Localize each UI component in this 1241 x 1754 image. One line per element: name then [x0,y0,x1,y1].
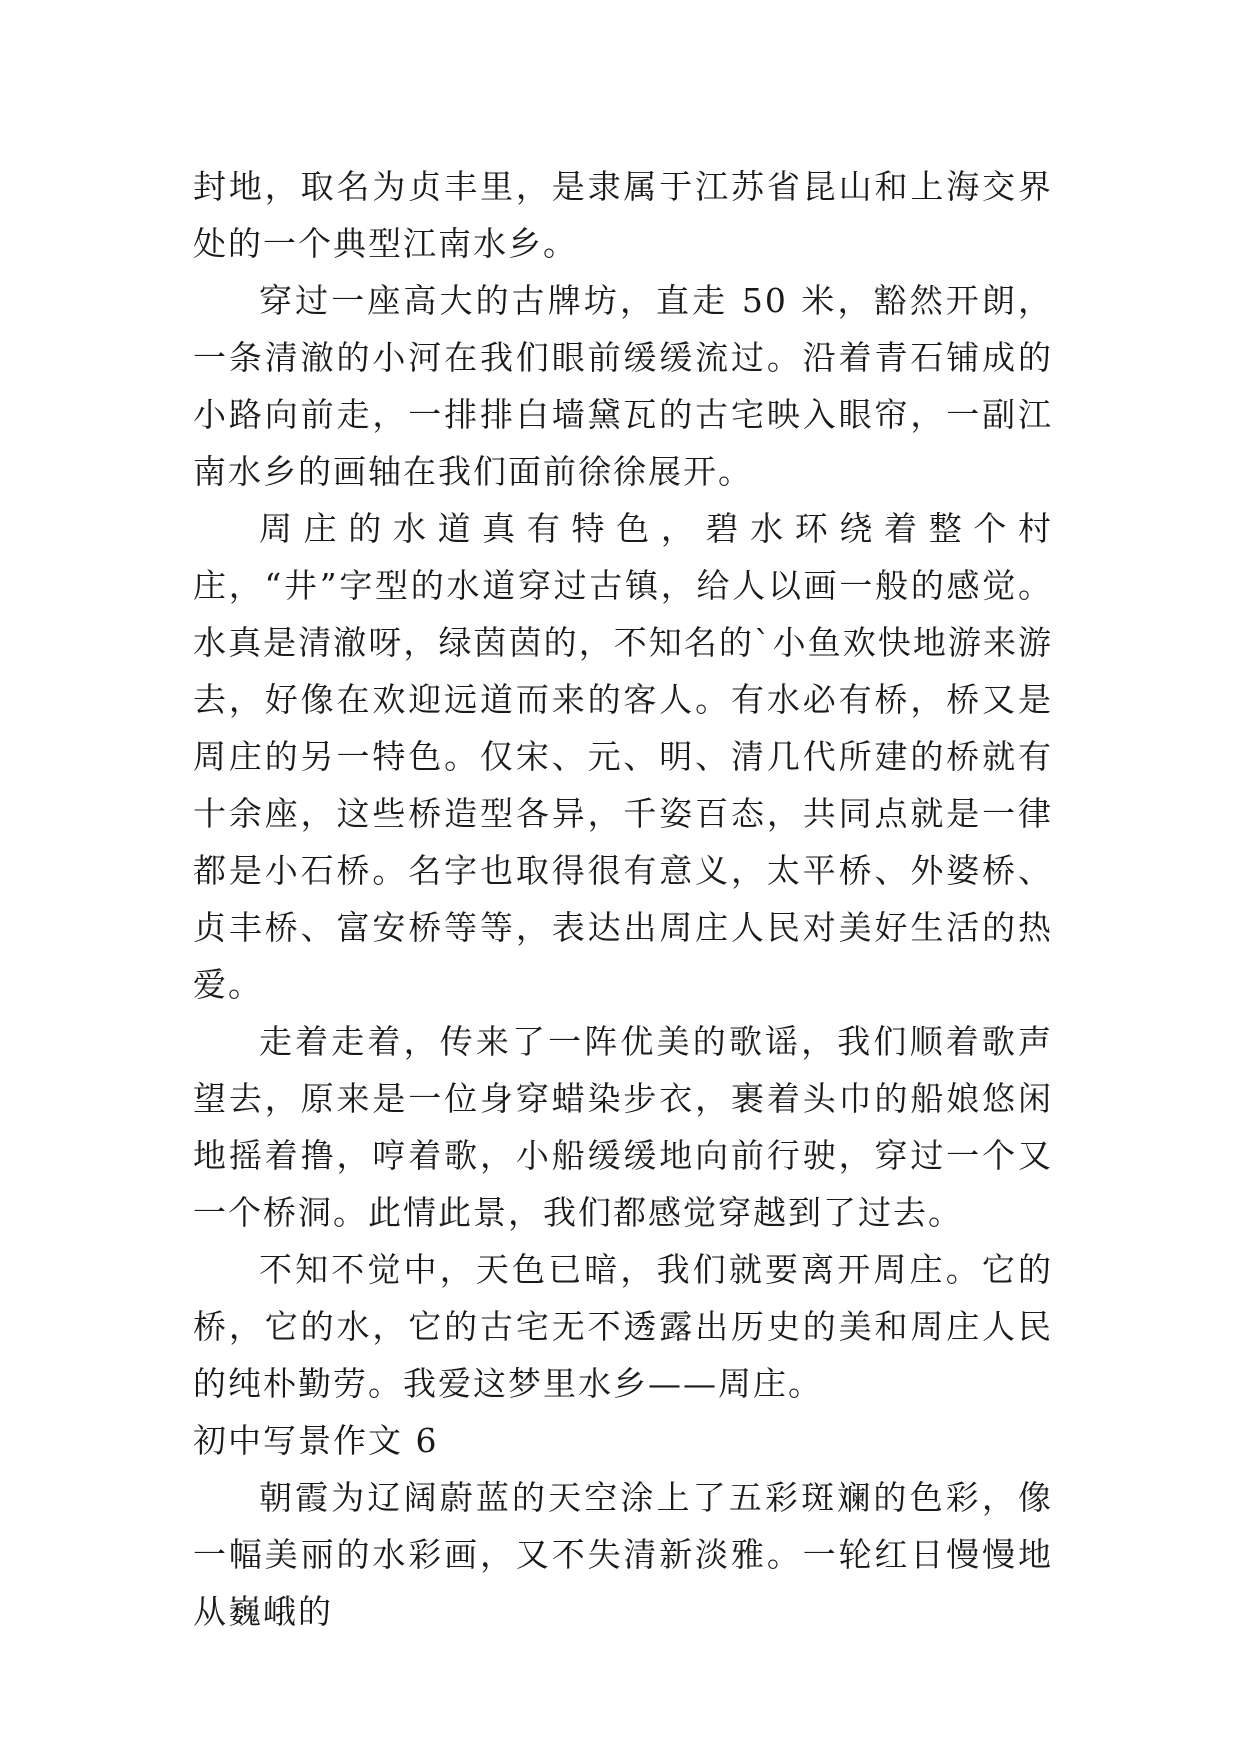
paragraph-archway: 穿过一座高大的古牌坊，直走 50 米，豁然开朗，一条清澈的小河在我们眼前缓缓流过。沿着青石铺成的小路向前走，一排排白墙黛瓦的古宅映入眼帘，一副江南水乡的画轴在我们面前徐徐展开。 [193,281,1053,491]
paragraph-farewell: 不知不觉中，天色已暗，我们就要离开周庄。它的桥，它的水，它的古宅无不透露出历史的美和周庄人民的纯朴勤劳。我爱这梦里水乡——周庄。 [193,1250,1053,1403]
paragraph-morning-glow: 朝霞为辽阔蔚蓝的天空涂上了五彩斑斓的色彩，像一幅美丽的水彩画，又不失清新淡雅。一轮红日慢慢地从巍峨的 [193,1478,1053,1631]
paragraph-waterways-bridges: 周庄的水道真有特色，碧水环绕着整个村庄，“井”字型的水道穿过古镇，给人以画一般的感觉。水真是清澈呀，绿茵茵的，不知名的`小鱼欢快地游来游去，好像在欢迎远道而来的客人。有水必有桥，桥又是周庄的另一特色。仅宋、元、明、清几代所建的桥就有十余座，这些桥造型各异，千姿百态，共同点就是一律都是小石桥。名字也取得很有意义，太平桥、外婆桥、贞丰桥、富安桥等等，表达出周庄人民对美好生活的热爱。 [193,509,1053,1004]
essay-heading: 初中写景作文 6 [193,1421,439,1460]
document-body [193,158,1053,1640]
paragraph-boat-song: 走着走着，传来了一阵优美的歌谣，我们顺着歌声望去，原来是一位身穿蜡染步衣，裹着头巾的船娘悠闲地摇着撸，哼着歌，小船缓缓地向前行驶，穿过一个又一个桥洞。此情此景，我们都感觉穿越到了过去。 [193,1022,1053,1232]
paragraph-zhenfengli: 封地，取名为贞丰里，是隶属于江苏省昆山和上海交界处的一个典型江南水乡。 [193,167,1053,263]
